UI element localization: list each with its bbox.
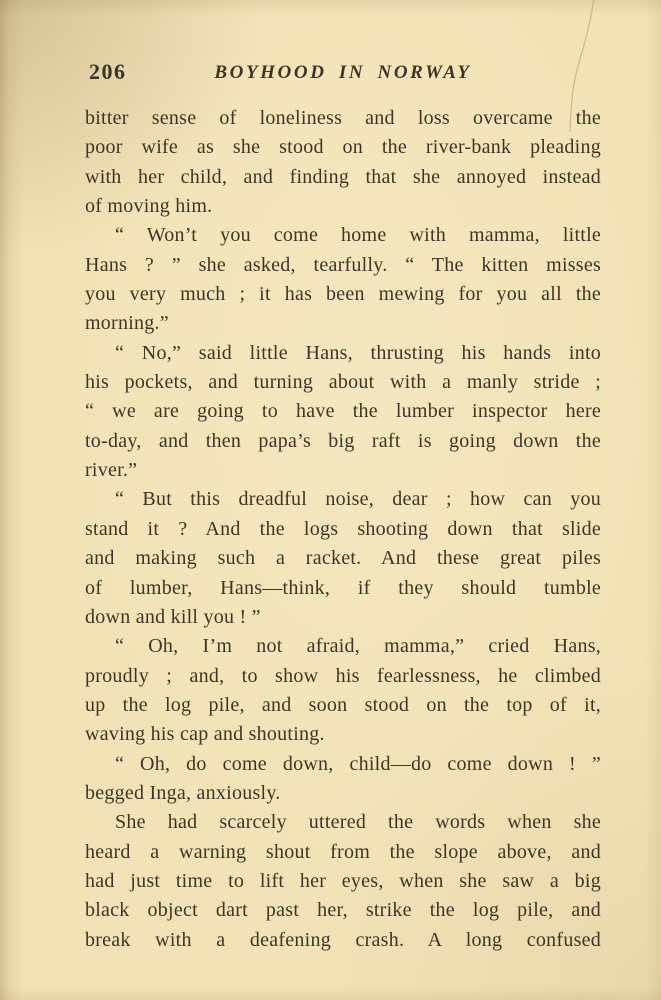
text-line: of moving him.: [85, 195, 213, 218]
text-line: down and kill you ! ”: [85, 605, 261, 628]
text-line: and making such a racket. And these great piles: [85, 547, 601, 570]
text-line: morning.”: [85, 312, 169, 335]
text-line: “ we are going to have the lumber inspector here: [85, 400, 601, 423]
text-line: begged Inga, anxiously.: [85, 781, 281, 804]
text-line: waving his cap and shouting.: [85, 723, 325, 746]
text-line: of lumber, Hans—think, if they should tumble: [85, 576, 601, 599]
text-line: to-day, and then papa’s big raft is going down the: [85, 429, 601, 452]
text-line: Hans ? ” she asked, tearfully. “ The kitten misses: [85, 253, 601, 276]
text-line: river.”: [85, 459, 138, 482]
text-line: poor wife as she stood on the river-bank pleading: [85, 136, 601, 159]
text-line: “ Oh, I’m not afraid, mamma,” cried Hans,: [115, 635, 601, 658]
text-line: break with a deafening crash. A long confused: [85, 928, 601, 951]
text-line: black object dart past her, strike the log pile, and: [85, 899, 601, 922]
page-number: 206: [89, 59, 127, 84]
text-line: “ Oh, do come down, child—do come down ! ”: [115, 752, 601, 775]
text-line: bitter sense of loneliness and loss overcame the: [85, 107, 601, 129]
text-line: stand it ? And the logs shooting down that slide: [85, 517, 601, 540]
page-header: [85, 57, 601, 87]
running-title: BOYHOOD IN NORWAY: [214, 62, 472, 83]
text-line: up the log pile, and soon stood on the top of it,: [85, 693, 601, 716]
text-line: “ But this dreadful noise, dear ; how can you: [115, 488, 601, 511]
text-line: had just time to lift her eyes, when she saw a big: [85, 869, 601, 892]
text-line: with her child, and finding that she annoyed instead: [85, 165, 601, 188]
text-line: his pockets, and turning about with a manly stride ;: [85, 371, 601, 394]
text-line: proudly ; and, to show his fearlessness, he climbed: [85, 664, 601, 687]
text-line: “ Won’t you come home with mamma, little: [115, 224, 601, 247]
text-block: [85, 104, 601, 955]
text-line: heard a warning shout from the slope above, and: [85, 840, 601, 863]
text-line: you very much ; it has been mewing for you all the: [85, 283, 601, 306]
text-line: “ No,” said little Hans, thrusting his hands into: [115, 341, 601, 364]
text-line: She had scarcely uttered the words when she: [115, 811, 601, 834]
